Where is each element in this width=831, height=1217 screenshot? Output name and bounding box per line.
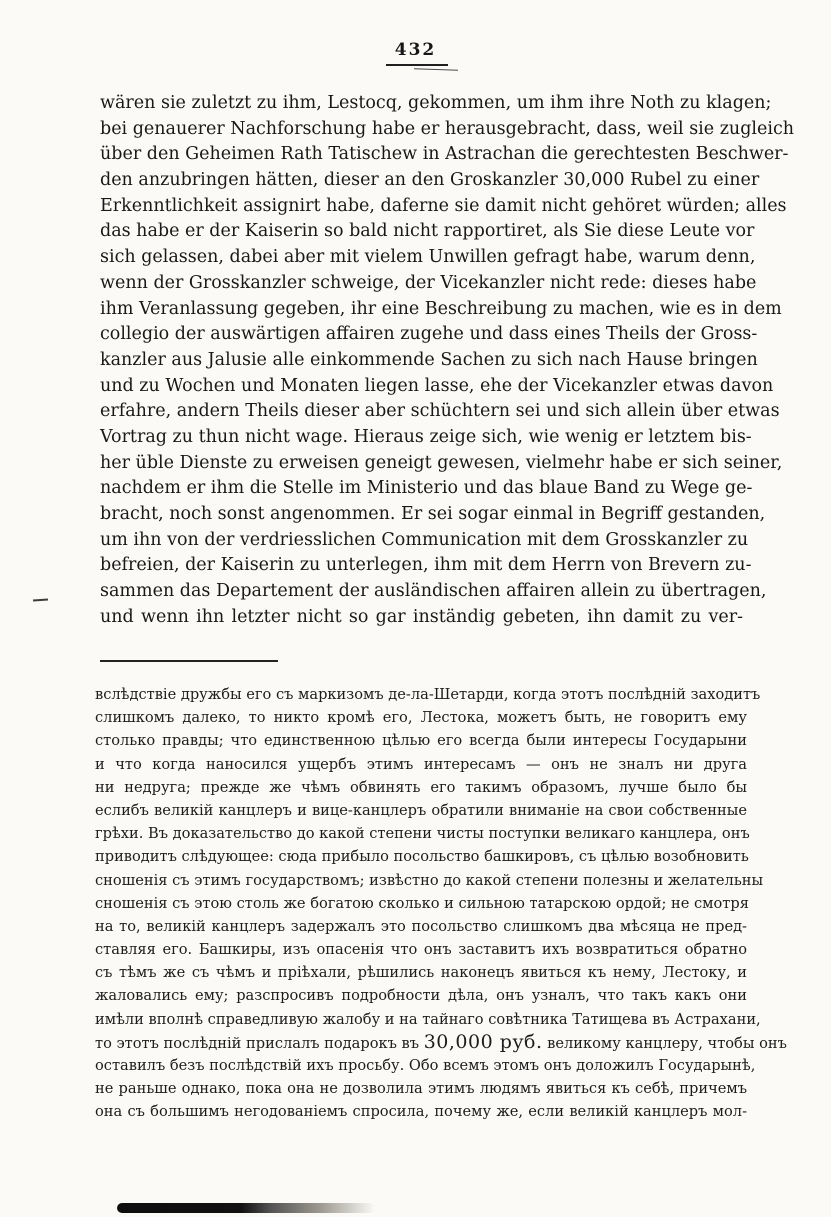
- footnote-lines-before: [95, 683, 764, 1031]
- footnote-lines-after: [95, 1054, 756, 1124]
- main-text-line: und wenn ihn letzter nicht so gar inständig gebeten, ihn damit zu ver-: [100, 606, 743, 627]
- footnote-separator-rule: [100, 660, 278, 662]
- footnote-amount-value: 30,000 руб.: [423, 1030, 543, 1053]
- footnote-line: приводитъ слѣдующее: сюда прибыло посольство башкировъ, съ цѣлью возобновить: [95, 848, 749, 866]
- footnote-amount-prefix: то этотъ послѣдній прислалъ подарокъ въ: [95, 1034, 424, 1052]
- main-text-line: und zu Wochen und Monaten liegen lasse, ehe der Vicekanzler etwas davon: [100, 375, 774, 396]
- footnote-line: она съ большимъ негодованіемъ спросила, почему же, если великій канцлеръ мол-: [95, 1103, 747, 1121]
- footnote-line: на то, великій канцлеръ задержалъ это посольство слишкомъ два мѣсяца не пред-: [95, 917, 747, 935]
- main-text-line: sammen das Departement der ausländischen affairen allein zu übertragen,: [100, 581, 767, 602]
- main-text-line: Erkenntlichkeit assignirt habe, daferne sie damit nicht gehöret würden; alles: [100, 195, 787, 216]
- main-text-line: kanzler aus Jalusie alle einkommende Sachen zu sich nach Hause bringen: [100, 349, 758, 370]
- footnote-line: имѣли вполнѣ справедливую жалобу и на тайнаго совѣтника Татищева въ Астрахани,: [95, 1010, 761, 1028]
- footnote-line: вслѣдствіе дружбы его съ маркизомъ де-ла-Шетарди, когда этотъ послѣдній заходитъ: [95, 686, 761, 703]
- page-number: 432: [394, 40, 437, 60]
- main-text-line: her üble Dienste zu erweisen geneigt gewesen, vielmehr habe er sich seiner,: [100, 452, 783, 473]
- footnote-line-with-amount: [95, 1030, 787, 1054]
- footnote-line: ни недруга; прежде же чѣмъ обвинять его такимъ образомъ, лучше было бы: [95, 778, 747, 796]
- page-number-rule: [386, 64, 448, 66]
- footnote-line: слишкомъ далеко, то никто кромѣ его, Лестока, можетъ быть, не говоритъ ему: [95, 709, 747, 727]
- footnote-line: жаловались ему; разспросивъ подробности дѣла, онъ узналъ, что такъ какъ они: [95, 987, 747, 1005]
- footnote-line: оставилъ безъ послѣдствій ихъ просьбу. Обо всемъ этомъ онъ доложилъ Государынѣ,: [95, 1057, 756, 1074]
- main-text-line: erfahre, andern Theils dieser aber schüchtern sei und sich allein über etwas: [100, 401, 780, 422]
- main-text-line: befreien, der Kaiserin zu unterlegen, ihm mit dem Herrn von Brevern zu-: [100, 555, 752, 576]
- main-text-line: collegio der auswärtigen affairen zugehe und dass eines Theils der Gross-: [100, 324, 758, 345]
- footnote-line: сношенія съ этимъ государствомъ; извѣстно до какой степени полезны и желательны: [95, 871, 764, 889]
- main-text-line: wenn der Grosskanzler schweige, der Vicekanzler nicht rede: dieses habe: [100, 272, 757, 293]
- page-number-rule-flourish: [414, 68, 458, 71]
- main-text-line: sich gelassen, dabei aber mit vielem Unwillen gefragt habe, warum denn,: [100, 247, 756, 268]
- footnote-line: еслибъ великій канцлеръ и вице-канцлеръ обратили вниманіе на свои собственные: [95, 801, 747, 819]
- main-text-block: [100, 91, 795, 630]
- scan-ink-artifact: [117, 1203, 375, 1213]
- footnote-line: не раньше однако, пока она не дозволила этимъ людямъ явиться къ себѣ, причемъ: [95, 1080, 747, 1098]
- main-text-line: nachdem er ihm die Stelle im Ministerio und das blaue Band zu Wege ge-: [100, 478, 753, 499]
- main-text-line: den anzubringen hätten, dieser an den Groskanzler 30,000 Rubel zu einer: [100, 170, 760, 191]
- footnote-line: грѣхи. Въ доказательство до какой степени чисты поступки великаго канцлера, онъ: [95, 825, 750, 843]
- footnote-line: ставляя его. Башкиры, изъ опасенія что онъ заставитъ ихъ возвратиться обратно: [95, 941, 747, 959]
- main-text-line: Vortrag zu thun nicht wage. Hieraus zeige sich, wie wenig er letztem bis-: [100, 426, 752, 447]
- main-text-line: das habe er der Kaiserin so bald nicht rapportiret, als Sie diese Leute vor: [100, 221, 755, 242]
- footnote-line: столько правды; что единственною цѣлью его всегда были интересы Государыни: [95, 732, 747, 750]
- main-text-line: über den Geheimen Rath Tatischew in Astrachan die gerechtesten Beschwer-: [100, 144, 789, 165]
- main-text-line: um ihn von der verdriesslichen Communication mit dem Grosskanzler zu: [100, 529, 749, 550]
- footnote-line: сношенія съ этою столь же богатою сколько и сильною татарскою ордой; не смотря: [95, 894, 749, 912]
- footnote-amount-suffix: великому канцлеру, чтобы онъ: [542, 1034, 787, 1052]
- footnote-line: и что когда наносился ущербъ этимъ интересамъ — онъ не зналъ ни друга: [95, 755, 747, 773]
- main-text-line: ihm Veranlassung gegeben, ihr eine Beschreibung zu machen, wie es in dem: [100, 298, 782, 319]
- footnote-line: съ тѣмъ же съ чѣмъ и пріѣхали, рѣшились наконецъ явиться къ нему, Лестоку, и: [95, 964, 747, 982]
- margin-mark: [33, 598, 48, 601]
- footnote-block: [95, 683, 787, 1124]
- main-text-line: bei genauerer Nachforschung habe er herausgebracht, dass, weil sie zugleich: [100, 118, 795, 139]
- main-text-line: bracht, noch sonst angenommen. Er sei sogar einmal in Begriff gestanden,: [100, 504, 766, 524]
- main-text-line: wären sie zuletzt zu ihm, Lestocq, gekommen, um ihm ihre Noth zu klagen;: [100, 93, 772, 113]
